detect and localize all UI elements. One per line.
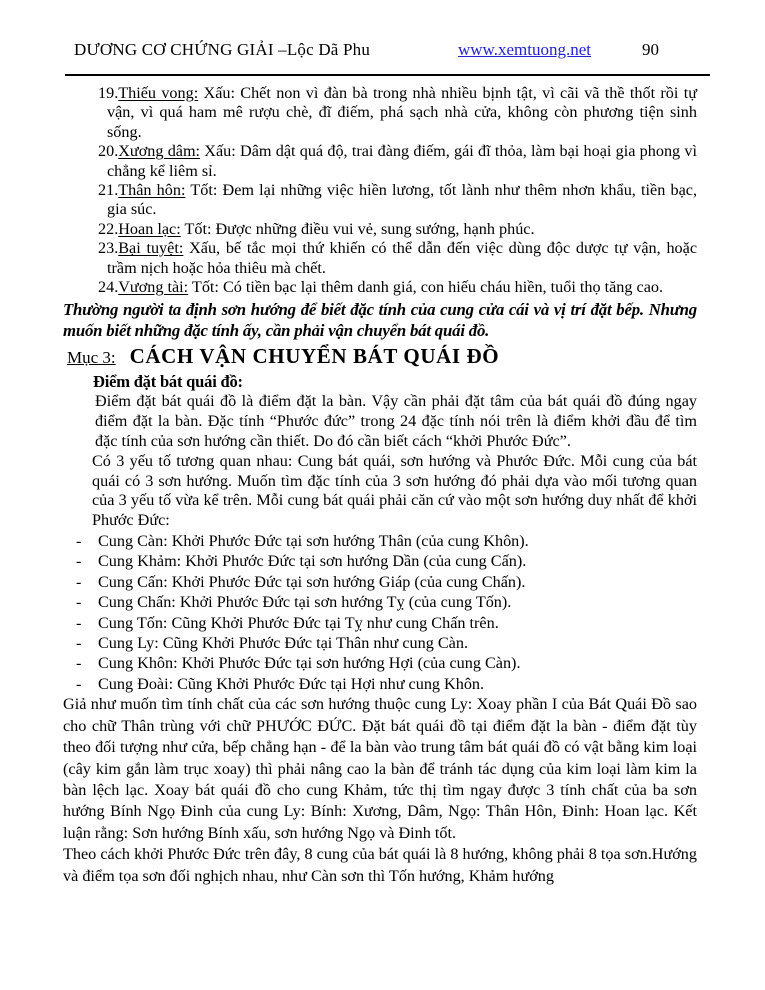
cung-rule-text: Cung Ly: Cũng Khởi Phước Đức tại Thân như cung Càn. xyxy=(98,634,469,653)
page-header xyxy=(65,0,710,76)
cung-rule-text: Cung Tốn: Cũng Khởi Phước Đức tại Tỵ như cung Chấn trên. xyxy=(98,613,499,632)
cung-rule-item xyxy=(76,674,697,694)
item-description: Xấu, bế tắc mọi thứ khiến có thể dẫn đến việc dùng độc dược tự vận, hoặc trầm nịch hoặc hỏa thiêu mà chết. xyxy=(107,239,697,277)
item-term: Thiếu vong: xyxy=(118,84,199,102)
section-title: CÁCH VẬN CHUYỂN BÁT QUÁI ĐỒ xyxy=(129,344,500,369)
section-label: Mục 3: xyxy=(67,348,116,368)
glossary-item xyxy=(75,84,697,142)
subsection-heading: Điểm đặt bát quái đồ: xyxy=(93,372,243,392)
item-number: 21. xyxy=(98,181,119,200)
cung-rule-item xyxy=(76,633,697,653)
item-description: Tốt: Đem lại những việc hiền lương, tốt lành như thêm nhơn khẩu, tiền bạc, gia súc. xyxy=(107,181,697,219)
dash-bullet: - xyxy=(76,552,82,571)
dash-bullet: - xyxy=(76,654,82,673)
cung-rule-text: Cung Càn: Khởi Phước Đức tại sơn hướng Thân (của cung Khôn). xyxy=(98,532,529,551)
dash-bullet: - xyxy=(76,593,82,612)
glossary-item xyxy=(75,142,697,181)
item-number: 24. xyxy=(98,278,119,297)
cung-rule-text: Cung Khôn: Khởi Phước Đức tại sơn hướng Hợi (của cung Càn). xyxy=(98,654,521,673)
dash-bullet: - xyxy=(76,674,82,693)
item-term: Xương dâm: xyxy=(118,142,201,161)
item-number: 23. xyxy=(98,239,119,258)
page-content xyxy=(63,84,697,887)
cung-rule-text: Cung Chấn: Khởi Phước Đức tại sơn hướng Tỵ (của cung Tốn). xyxy=(98,593,512,612)
glossary-item xyxy=(75,239,697,278)
dash-bullet: - xyxy=(76,613,82,632)
item-description: Xấu: Chết non vì đàn bà trong nhà nhiều bịnh tật, vì cãi vã thề thốt rồi tự vận, vì quá ham mê rượu chè, đĩ điếm, phá sạch nhà cửa, không còn phương tiện sinh sống. xyxy=(107,84,697,141)
cung-rule-item xyxy=(76,613,697,633)
glossary-list xyxy=(63,84,697,297)
dash-bullet: - xyxy=(76,532,82,551)
paragraph-example-cung-ly: Giả như muốn tìm tính chất của các sơn hướng thuộc cung Ly: Xoay phần I của Bát Quái Đồ sao cho chữ Thân trùng với chữ PHƯỚC ĐỨC. Đặt bát quái đồ tại điểm đặt la bàn - điểm đặt tùy theo đối tượng như cửa, bếp chẳng hạn - để la bàn vào trung tâm bát quái đồ có vật bằng kim loại (cây kim gắn làm trục xoay) thì phải nâng cao la bàn để tránh tác dụng của kim loại làm kim la bàn lệch lạc. Xoay bát quái đồ cho cung Khảm, tức thị tìm ngay được 3 tính chất của ba sơn hướng Bính Ngọ Đinh của cung Ly: Bính: Xương, Dâm, Ngọ: Thân Hôn, Đinh: Hoan lạc. Kết luận rằng: Sơn hướng Bính xấu, sơn hướng Ngọ và Đinh tốt. xyxy=(63,695,697,842)
item-term: Hoan lạc: xyxy=(118,219,181,238)
page-number: 90 xyxy=(642,40,659,59)
item-term: Vương tài: xyxy=(118,278,189,297)
glossary-item xyxy=(75,220,697,239)
cung-rule-text: Cung Đoài: Cũng Khởi Phước Đức tại Hợi như cung Khôn. xyxy=(98,674,485,693)
cung-rule-item xyxy=(76,653,697,673)
item-number: 19. xyxy=(98,84,119,102)
section-heading xyxy=(67,344,697,369)
paragraph-eight-directions: Theo cách khởi Phước Đức trên đây, 8 cung của bát quái là 8 hướng, không phải 8 tọa sơn.Hướng và điểm tọa sơn đối nghịch nhau, như Càn sơn thì Tốn hướng, Khảm hướng xyxy=(63,845,697,885)
cung-rule-text: Cung Khảm: Khởi Phước Đức tại sơn hướng Dần (của cung Cấn). xyxy=(98,552,527,571)
cung-rule-item xyxy=(76,592,697,612)
cung-rules-list xyxy=(76,531,697,694)
cung-rule-text: Cung Cấn: Khởi Phước Đức tại sơn hướng Giáp (của cung Chấn). xyxy=(98,572,526,591)
dash-bullet: - xyxy=(76,572,82,591)
dash-bullet: - xyxy=(76,634,82,653)
item-term: Bại tuyệt: xyxy=(118,239,184,258)
cung-rule-item xyxy=(76,572,697,592)
glossary-item xyxy=(75,181,697,220)
paragraph-point-placement: Điểm đặt bát quái đồ là điểm đặt la bàn. Vậy cần phải đặt tâm của bát quái đồ đúng ngay điểm đặt la bàn. Đặc tính “Phước đức” trong 24 đặc tính nói trên là điểm khởi đầu để tìm đặc tính của sơn hướng cần thiết. Do đó cần biết cách “khởi Phước Đức”. xyxy=(95,392,697,451)
cung-rule-item xyxy=(76,551,697,571)
glossary-item xyxy=(75,278,697,297)
item-number: 22. xyxy=(98,219,119,238)
paragraph-three-factors: Có 3 yếu tố tương quan nhau: Cung bát quái, sơn hướng và Phước Đức. Mỗi cung của bát quái có 3 sơn hướng. Muốn tìm đặc tính của 3 sơn hướng đó phải dựa vào mối tương quan của 3 yếu tố vừa kể trên. Mỗi cung bát quái phải căn cứ vào một sơn hướng duy nhất để khởi Phước Đức: xyxy=(92,451,697,530)
note-paragraph: Thường người ta định sơn hướng để biết đặc tính của cung cửa cái và vị trí đặt bếp. Nhưng muốn biết những đặc tính ấy, cần phải vận chuyển bát quái đồ. xyxy=(63,300,697,341)
item-description: Tốt: Được những điều vui vẻ, sung sướng, hạnh phúc. xyxy=(180,219,535,238)
website-link[interactable]: www.xemtuong.net xyxy=(458,40,591,59)
item-number: 20. xyxy=(98,142,119,161)
item-description: Xấu: Dâm dật quá độ, trai đàng điếm, gái đĩ thỏa, làm bại hoại gia phong vì chẳng kể liêm sỉ. xyxy=(107,142,697,180)
cung-rule-item xyxy=(76,531,697,551)
item-description: Tốt: Có tiền bạc lại thêm danh giá, con hiếu cháu hiền, tuổi thọ tăng cao. xyxy=(188,278,664,297)
document-title: DƯƠNG CƠ CHỨNG GIẢI –Lộc Dã Phu xyxy=(74,40,371,59)
item-term: Thân hôn: xyxy=(118,181,186,200)
